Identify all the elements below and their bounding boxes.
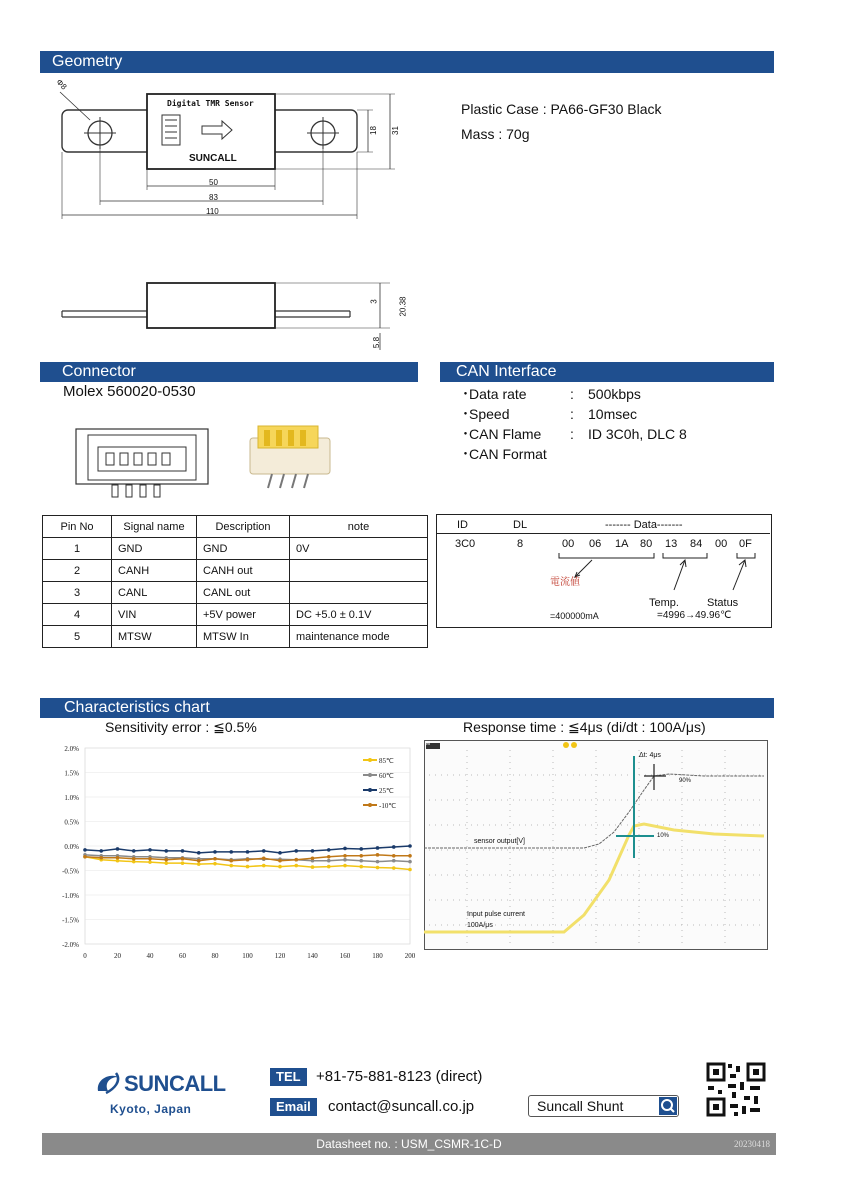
series-point <box>229 850 233 854</box>
series-point <box>311 856 315 860</box>
series-point <box>213 857 217 861</box>
signal-col-header: Signal name <box>112 516 197 538</box>
series-point <box>197 862 201 866</box>
search-icon[interactable] <box>659 1097 677 1115</box>
sensitivity-title: Sensitivity error : ≦0.5% <box>105 719 257 735</box>
series-point <box>197 851 201 855</box>
signal-name: CANH <box>112 560 197 582</box>
series-point <box>229 859 233 863</box>
pin-description: GND <box>197 538 290 560</box>
sensitivity-chart <box>55 738 420 968</box>
can-interface-header: CAN Interface <box>440 362 774 382</box>
signal-name: VIN <box>112 604 197 626</box>
phone-number[interactable]: +81-75-881-8123 (direct) <box>316 1068 483 1085</box>
email-link[interactable]: contact@suncall.co.jp <box>328 1098 475 1115</box>
series-point <box>148 857 152 861</box>
can-spec-label: ･Speed <box>462 406 510 422</box>
can-spec-value: ID 3C0h, DLC 8 <box>588 426 687 442</box>
pin-note: 0V <box>290 538 428 560</box>
series-point <box>213 862 217 866</box>
series-point <box>376 853 380 857</box>
can-id-header: ID <box>457 519 468 531</box>
can-spec-sep: : <box>570 386 574 402</box>
series-point <box>83 848 87 852</box>
can-spec-label: ･CAN Format <box>462 446 547 462</box>
x-tick-label: 0 <box>83 952 87 960</box>
pct-90-label: 90% <box>679 778 692 784</box>
series-point <box>294 858 298 862</box>
series-point <box>311 865 315 869</box>
legend-marker <box>368 773 372 777</box>
series-point <box>359 865 363 869</box>
datasheet-number: Datasheet no. : USM_CSMR-1C-D <box>316 1137 502 1151</box>
series-point <box>376 846 380 850</box>
legend-label: 60℃ <box>379 772 394 780</box>
can-spec-list <box>462 384 687 464</box>
current-value: =400000mA <box>550 611 599 621</box>
dim-50: 50 <box>209 178 218 187</box>
series-point <box>343 847 347 851</box>
input-pulse-label: Input pulse current <box>467 911 525 918</box>
x-tick-label: 20 <box>114 952 121 960</box>
can-spec-row <box>462 424 687 444</box>
signal-name: CANL <box>112 582 197 604</box>
table-row <box>43 582 428 604</box>
table-row <box>43 626 428 648</box>
series-point <box>83 855 87 859</box>
series-point <box>148 848 152 852</box>
y-tick-label: 1.5% <box>64 769 79 778</box>
pin-number: 4 <box>43 604 112 626</box>
y-tick-label: -1.5% <box>62 916 79 925</box>
series-point <box>262 849 266 853</box>
pin-number: 3 <box>43 582 112 604</box>
legend-marker <box>368 803 372 807</box>
series-point <box>132 857 136 861</box>
legend-marker <box>368 758 372 762</box>
y-tick-label: -2.0% <box>62 941 79 949</box>
scope-indicator: M <box>426 741 431 747</box>
series-point <box>116 856 120 860</box>
search-box[interactable] <box>528 1095 679 1117</box>
series-point <box>392 854 396 858</box>
series-point <box>327 855 331 859</box>
pin-note: maintenance mode <box>290 626 428 648</box>
series-point <box>278 851 282 855</box>
series-point <box>327 859 331 863</box>
series-point <box>376 866 380 870</box>
pin-note: DC +5.0 ± 0.1V <box>290 604 428 626</box>
series-point <box>408 868 412 872</box>
can-id-value: 3C0 <box>455 538 476 550</box>
pin-table <box>42 515 428 648</box>
dim-20-38: 20.38 <box>398 296 408 317</box>
can-spec-value: 10msec <box>588 406 638 422</box>
series-point <box>359 847 363 851</box>
pin-note <box>290 582 428 604</box>
series-point <box>343 854 347 858</box>
signal-name: MTSW <box>112 626 197 648</box>
legend-label: -10℃ <box>379 802 397 810</box>
legend-label: 25℃ <box>379 787 394 795</box>
pin-description: CANL out <box>197 582 290 604</box>
can-data-header: ------- Data------- <box>605 519 683 531</box>
mass: Mass : 70g <box>461 126 530 142</box>
can-byte-4: 13 <box>665 538 678 550</box>
can-byte-5: 84 <box>690 538 703 550</box>
series-point <box>246 858 250 862</box>
x-tick-label: 160 <box>339 952 351 960</box>
can-frame-box <box>436 514 772 628</box>
series-point <box>408 844 412 848</box>
can-spec-label: ･Data rate <box>462 386 527 402</box>
series-point <box>327 848 331 852</box>
suncall-logo-icon <box>94 1071 124 1095</box>
pct-10-label: 10% <box>657 833 670 839</box>
x-tick-label: 200 <box>404 952 416 960</box>
x-tick-label: 60 <box>179 952 186 960</box>
dim-31: 31 <box>390 126 400 135</box>
temp-label: Temp. <box>649 597 679 609</box>
y-tick-label: -0.5% <box>62 867 79 876</box>
email-tag: Email <box>270 1098 317 1116</box>
hole-diameter-label: Φ8 <box>54 77 69 92</box>
can-spec-sep: : <box>570 426 574 442</box>
can-spec-row <box>462 404 687 424</box>
response-scope <box>424 740 768 950</box>
series-point <box>213 850 217 854</box>
series-point <box>181 849 185 853</box>
note-col-header: note <box>290 516 428 538</box>
search-text: Suncall Shunt <box>537 1098 624 1114</box>
series-point <box>408 860 412 864</box>
series-point <box>408 854 412 858</box>
delta-t-label: Δt: 4μs <box>639 752 661 759</box>
connector-photo <box>238 418 338 493</box>
can-byte-6: 00 <box>715 538 728 550</box>
company-name: SUNCALL <box>124 1071 226 1096</box>
series-point <box>392 866 396 870</box>
pin-number: 1 <box>43 538 112 560</box>
series-point <box>164 858 168 862</box>
series-point <box>278 865 282 869</box>
table-row <box>43 538 428 560</box>
dim-110: 110 <box>206 207 219 216</box>
legend-label: 85℃ <box>379 757 394 765</box>
x-tick-label: 120 <box>274 952 286 960</box>
can-spec-row <box>462 444 687 464</box>
can-spec-sep: : <box>570 406 574 422</box>
series-point <box>262 864 266 868</box>
x-tick-label: 40 <box>146 952 154 960</box>
series-point <box>181 857 185 861</box>
description-col-header: Description <box>197 516 290 538</box>
y-tick-label: -1.0% <box>62 892 79 900</box>
series-point <box>392 859 396 863</box>
temp-value: =4996→49.96℃ <box>657 610 732 621</box>
current-value-label-jp: 電流値 <box>550 577 580 588</box>
series-point <box>294 849 298 853</box>
pin-description: MTSW In <box>197 626 290 648</box>
can-byte-7: 0F <box>739 538 752 550</box>
series-point <box>376 860 380 864</box>
series-point <box>132 849 136 853</box>
series-point <box>327 865 331 869</box>
series-point <box>359 854 363 858</box>
datasheet-bar <box>42 1133 776 1155</box>
can-dl-header: DL <box>513 519 528 531</box>
geometry-drawing <box>50 78 420 353</box>
qr-code-icon <box>706 1062 766 1117</box>
can-spec-label: ･CAN Flame <box>462 426 542 442</box>
dim-5-8: 5.8 <box>372 336 382 349</box>
can-dl-value: 8 <box>517 538 524 550</box>
pin-table-header <box>43 516 428 538</box>
series-point <box>343 858 347 862</box>
pin-description: +5V power <box>197 604 290 626</box>
series-point <box>343 864 347 868</box>
series-point <box>164 861 168 865</box>
pin-col-header: Pin No <box>43 516 112 538</box>
x-tick-label: 80 <box>211 952 219 960</box>
series-point <box>197 859 201 863</box>
table-row <box>43 560 428 582</box>
case-brand-label: SUNCALL <box>189 153 237 164</box>
x-tick-label: 100 <box>242 952 253 960</box>
series-point <box>359 859 363 863</box>
series-point <box>246 850 250 854</box>
series-point <box>278 859 282 863</box>
x-tick-label: 180 <box>372 952 383 960</box>
can-spec-row <box>462 384 687 404</box>
y-tick-label: 2.0% <box>64 745 79 753</box>
y-tick-label: 0.5% <box>64 818 79 827</box>
sensor-output-label: sensor output[V] <box>474 838 525 845</box>
y-tick-label: 1.0% <box>64 794 79 802</box>
connector-front-drawing <box>74 419 214 499</box>
geometry-header: Geometry <box>40 51 774 73</box>
legend-marker <box>368 788 372 792</box>
series-point <box>181 861 185 865</box>
pin-description: CANH out <box>197 560 290 582</box>
tel-tag: TEL <box>270 1068 307 1086</box>
characteristics-header: Characteristics chart <box>40 698 774 718</box>
series-point <box>229 864 233 868</box>
connector-header: Connector <box>40 362 418 382</box>
status-label: Status <box>707 597 739 609</box>
can-byte-3: 80 <box>640 538 653 550</box>
y-tick-label: 0.0% <box>64 843 79 851</box>
series-point <box>392 845 396 849</box>
can-spec-value: 500kbps <box>588 386 641 402</box>
case-material: Plastic Case : PA66-GF30 Black <box>461 101 662 117</box>
can-byte-0: 00 <box>562 538 575 550</box>
series-point <box>164 849 168 853</box>
series-point <box>148 860 152 864</box>
pin-note <box>290 560 428 582</box>
table-row <box>43 604 428 626</box>
x-tick-label: 140 <box>307 952 318 960</box>
series-point <box>99 849 103 853</box>
can-byte-1: 06 <box>589 538 602 550</box>
can-byte-2: 1A <box>615 538 629 550</box>
revision-date: 20230418 <box>734 1139 770 1149</box>
signal-name: GND <box>112 538 197 560</box>
series-point <box>262 856 266 860</box>
series-point <box>311 849 315 853</box>
series-point <box>99 856 103 860</box>
series-point <box>294 864 298 868</box>
company-location: Kyoto, Japan <box>110 1102 192 1116</box>
connector-part-number: Molex 560020-0530 <box>63 383 196 400</box>
input-pulse-rate: 100A/μs <box>467 922 493 929</box>
series-point <box>246 865 250 869</box>
pin-number: 5 <box>43 626 112 648</box>
response-title: Response time : ≦4μs (di/dt : 100A/μs) <box>463 719 706 735</box>
pin-number: 2 <box>43 560 112 582</box>
dim-3: 3 <box>369 299 379 304</box>
series-point <box>116 847 120 851</box>
dim-18: 18 <box>368 126 378 135</box>
dim-83: 83 <box>209 193 218 202</box>
sensor-label: Digital TMR Sensor <box>167 99 254 108</box>
